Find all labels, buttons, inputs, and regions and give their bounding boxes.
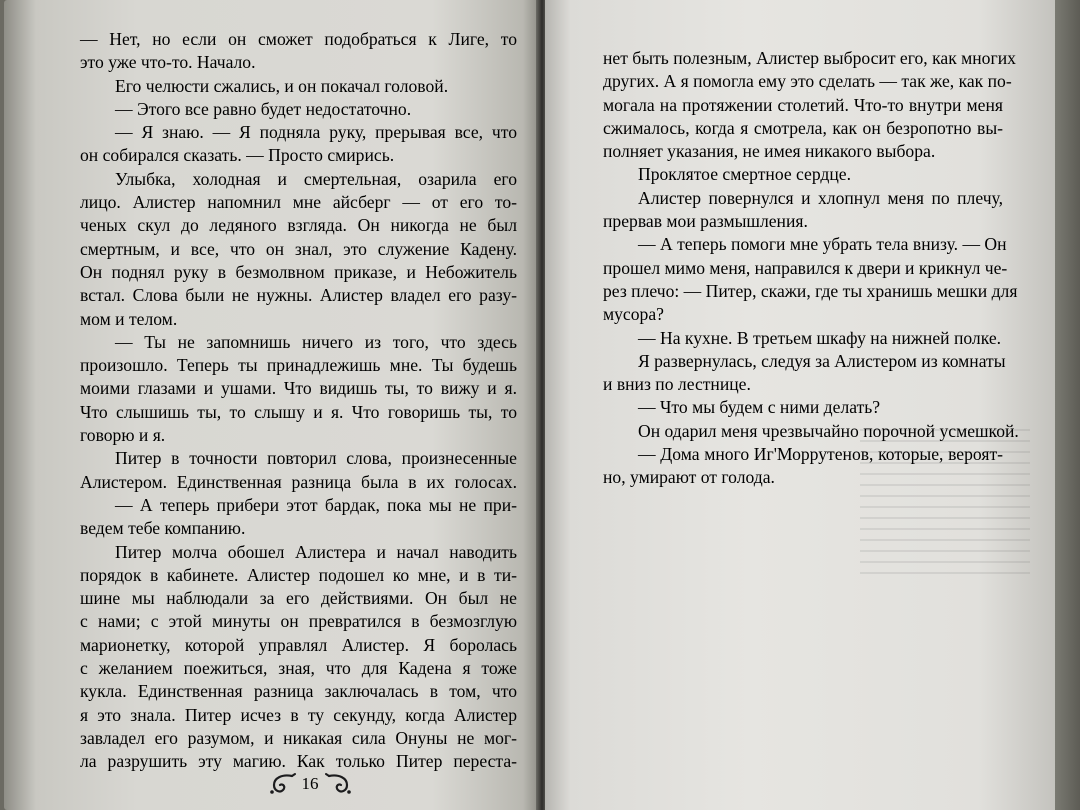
text-line: я это знала. Питер исчез в ту секунду, когда Алистер <box>80 704 517 725</box>
text-line: — А теперь помоги мне убрать тела внизу. — Он <box>638 234 1007 255</box>
text-line: говорю и я. <box>80 425 166 446</box>
text-line: полняет указания, не имея никакого выбора. <box>603 141 936 162</box>
text-line: смертным, и все, что он знал, это служение Кадену. <box>80 238 517 259</box>
text-line: встал. Слова были не нужны. Алистер владел его разу- <box>80 285 517 306</box>
text-line: — Что мы будем с ними делать? <box>638 397 881 418</box>
text-line: могала на протяжении столетий. Что-то внутри меня <box>603 94 1003 115</box>
text-line: он собирался сказать. — Просто смирись. <box>80 145 395 166</box>
text-line: ведем тебе компанию. <box>80 518 246 539</box>
text-line: Я развернулась, следуя за Алистером из комнаты <box>638 350 1006 371</box>
text-line: лицо. Алистер напомнил мне айсберг — от его то- <box>80 192 517 213</box>
text-line: — Дома много Иг'Моррутенов, которые, вероят- <box>638 444 1003 465</box>
text-line: марионетку, которой управлял Алистер. Я боролась <box>80 634 517 655</box>
page-folio <box>255 770 365 798</box>
text-line: рез плечо: — Питер, скажи, где ты хранишь мешки для <box>603 280 1018 301</box>
text-line: Что слышишь ты, то слышу и я. Что говоришь ты, то <box>80 401 517 422</box>
text-line: других. А я помогла ему это сделать — так же, как по- <box>603 71 1012 92</box>
text-line: кукла. Единственная разница заключалась в том, что <box>80 681 517 702</box>
text-line: Алистер повернулся и хлопнул меня по плечу, <box>638 187 1003 208</box>
text-line: — Я знаю. — Я подняла руку, прерывая все, что <box>115 122 517 143</box>
text-line: — Нет, но если он сможет подобраться к Лиге, то <box>80 29 517 49</box>
text-line: ла разрушить эту магию. Как только Питер переста- <box>80 751 517 772</box>
text-line: — А теперь прибери этот бардак, пока мы не при- <box>115 494 517 515</box>
text-line: Улыбка, холодная и смертельная, озарила его <box>115 168 517 189</box>
text-line: с нами; с этой минуты он превратился в безмозглую <box>80 611 517 632</box>
text-line: Питер в точности повторил слова, произнесенные <box>115 448 517 469</box>
right-page-text <box>603 47 1019 490</box>
left-page-text <box>80 28 517 774</box>
text-line: Питер молча обошел Алистера и начал наводить <box>115 541 517 562</box>
swirl-ornament-icon <box>325 772 353 796</box>
text-line: ченых скул до ледяного взгляда. Он никогда не был <box>80 215 517 236</box>
text-line: прошел мимо меня, направился к двери и крикнул че- <box>603 257 1008 278</box>
text-line: шине мы наблюдали за его действиями. Он был не <box>80 588 517 609</box>
text-line: с желанием поежиться, зная, что для Кадена я тоже <box>80 658 517 679</box>
text-line: — Ты не запомнишь ничего из того, что здесь <box>115 331 517 352</box>
table-surface <box>1055 0 1080 810</box>
text-line: Он одарил меня чрезвычайно порочной усмешкой. <box>638 420 1019 441</box>
text-line: — На кухне. В третьем шкафу на нижней полке. <box>638 327 1002 348</box>
swirl-ornament-icon <box>268 772 296 796</box>
text-line: и вниз по лестнице. <box>603 374 751 395</box>
text-line: прервав мои размышления. <box>603 211 808 232</box>
text-line: но, умирают от голода. <box>603 467 775 488</box>
text-line: Его челюсти сжались, и он покачал головой. <box>115 75 449 96</box>
text-line: мусора? <box>603 304 664 325</box>
text-line: произошло. Теперь ты принадлежишь мне. Ты будешь <box>80 355 517 376</box>
text-line: моими глазами и ушами. Что видишь ты, то вижу и я. <box>80 378 517 399</box>
text-line: сжималось, когда я смотрела, как он безропотно вы- <box>603 117 1003 138</box>
text-line: — Этого все равно будет недостаточно. <box>115 98 412 119</box>
text-line: это уже что-то. Начало. <box>80 52 256 73</box>
text-line: нет быть полезным, Алистер выбросит его, как многих <box>603 48 1016 68</box>
text-line: порядок в кабинете. Алистер подошел ко мне, и в ти- <box>80 564 517 585</box>
page-number: 16 <box>301 774 319 793</box>
text-line: Алистером. Единственная разница была в их голосах. <box>80 471 517 492</box>
text-line: мом и телом. <box>80 308 178 329</box>
text-line: Он поднял руку в безмолвном приказе, и Небожитель <box>80 261 517 282</box>
text-line: завладел его разумом, и никакая сила Онуны не мог- <box>80 727 517 748</box>
text-line: Проклятое смертное сердце. <box>638 164 852 185</box>
